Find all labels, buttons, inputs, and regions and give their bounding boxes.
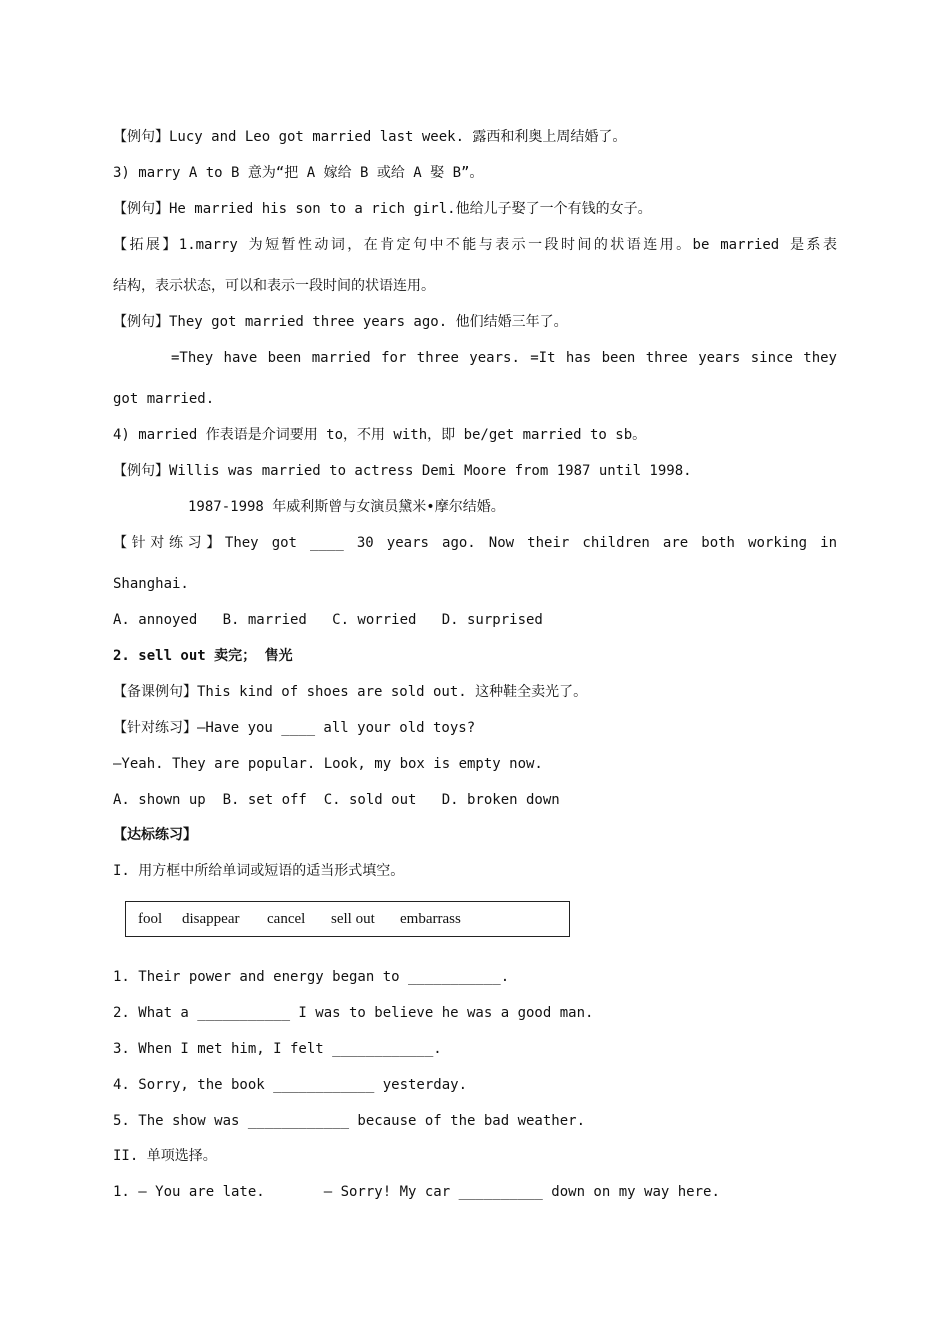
- extension-note-continued: 结构，表示状态，可以和表示一段时间的状语连用。: [113, 278, 435, 294]
- word-bank-item: embarrass: [400, 911, 461, 927]
- example-equivalent-continued: got married.: [113, 391, 215, 407]
- usage-point-3: 3) marry A to B 意为“把 A 嫁给 B 或给 A 娶 B”。: [113, 165, 484, 181]
- practice-question: 【针对练习】—Have you ____ all your old toys?: [113, 720, 476, 736]
- example-equivalent: =They have been married for three years. =It has been three years since they: [171, 350, 837, 366]
- section-heading-sell-out: 2. sell out 卖完； 售光: [113, 648, 293, 664]
- fill-blank-question: 4. Sorry, the book ____________ yesterday.: [113, 1077, 468, 1093]
- fill-blank-question: 5. The show was ____________ because of the bad weather.: [113, 1113, 586, 1129]
- fill-blank-question: 2. What a ___________ I was to believe he was a good man.: [113, 1005, 594, 1021]
- word-bank-item: disappear: [182, 911, 240, 927]
- word-bank-item: fool: [138, 911, 163, 927]
- example-sentence: 【例句】They got married three years ago. 他们结婚三年了。: [113, 314, 568, 330]
- fill-blank-question: 3. When I met him, I felt ____________.: [113, 1041, 442, 1057]
- practice-question-continued: Shanghai.: [113, 576, 189, 592]
- exercise-instruction: I. 用方框中所给单词或短语的适当形式填空。: [113, 863, 405, 879]
- fill-blank-question: 1. Their power and energy began to ___________.: [113, 969, 510, 985]
- example-sentence: 【例句】Lucy and Leo got married last week. 露西和利奥上周结婚了。: [113, 129, 627, 145]
- practice-options: A. shown up B. set off C. sold out D. broken down: [113, 792, 560, 808]
- word-bank-item: cancel: [267, 911, 306, 927]
- exercise-instruction: II. 单项选择。: [113, 1148, 217, 1164]
- word-bank-item: sell out: [331, 911, 375, 927]
- lesson-example: 【备课例句】This kind of shoes are sold out. 这种鞋全卖光了。: [113, 684, 588, 700]
- practice-options: A. annoyed B. married C. worried D. surprised: [113, 612, 543, 628]
- example-sentence: 【例句】Willis was married to actress Demi Moore from 1987 until 1998.: [113, 463, 692, 479]
- practice-answer-line: —Yeah. They are popular. Look, my box is empty now.: [113, 756, 543, 772]
- practice-question: 【针对练习】They got ____ 30 years ago. Now their children are both working in: [113, 535, 837, 551]
- section-heading-exercises: 【达标练习】: [113, 827, 197, 843]
- example-sentence: 【例句】He married his son to a rich girl.他给儿子娶了一个有钱的女子。: [113, 201, 652, 217]
- example-translation: 1987-1998 年威利斯曾与女演员黛米•摩尔结婚。: [188, 499, 505, 515]
- extension-note: 【拓展】1.marry 为短暂性动词，在肯定句中不能与表示一段时间的状语连用。be married 是系表: [113, 237, 837, 253]
- usage-point-4: 4) married 作表语是介词要用 to，不用 with，即 be/get married to sb。: [113, 427, 647, 443]
- choice-question: 1. — You are late. — Sorry! My car __________ down on my way here.: [113, 1184, 720, 1200]
- word-bank-box: [125, 901, 570, 937]
